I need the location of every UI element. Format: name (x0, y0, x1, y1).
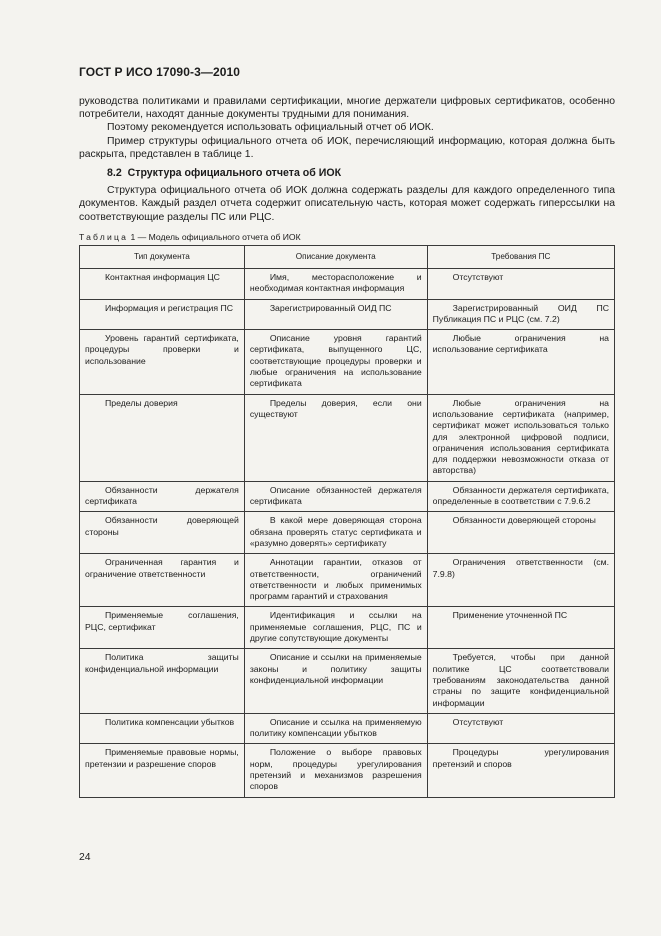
table-cell: Пределы доверия, если они существуют (244, 394, 427, 481)
table-cell: Отсутствуют (427, 269, 614, 300)
table-cell: Зарегистрированный ОИД ПС Публикация ПС и РЦС (см. 7.2) (427, 299, 614, 330)
table-cell: Зарегистрированный ОИД ПС (244, 299, 427, 330)
table-cell: Идентификация и ссылки на применяемые соглашения, РЦС, ПС и другие сопутствующие документы (244, 607, 427, 649)
table-row (80, 481, 615, 512)
column-header: Описание документа (244, 246, 427, 269)
table-row (80, 330, 615, 394)
table-cell: Имя, месторасположение и необходимая контактная информация (244, 269, 427, 300)
table-cell: Пределы доверия (80, 394, 245, 481)
paragraph: Поэтому рекомендуется использовать официальный отчет об ИОК. (107, 122, 434, 134)
table-cell: Применяемые соглашения, РЦС, сертификат (80, 607, 245, 649)
table-cell: Положение о выборе правовых норм, процедуры урегулирования претензий и механизмов разрешения споров (244, 744, 427, 797)
table-cell: Информация и регистрация ПС (80, 299, 245, 330)
table-cell: Процедуры урегулирования претензий и споров (427, 744, 614, 797)
pki-disclosure-table (79, 245, 615, 798)
table-row (80, 512, 615, 554)
table-row (80, 299, 615, 330)
table-cell: В какой мере доверяющая сторона обязана проверять статус сертификата и «разумно доверять» сертификату (244, 512, 427, 554)
table-cell: Требуется, чтобы при данной политике ЦС соответствовали требованиям законодательства данной страны по защите конфиденциальной информации (427, 649, 614, 713)
table-cell: Контактная информация ЦС (80, 269, 245, 300)
table-cell: Отсутствуют (427, 713, 614, 744)
table-cell: Описание уровня гарантий сертификата, выпущенного ЦС, соответствующие процедуры проверки и любые ограничения на использование сертификата (244, 330, 427, 394)
table-cell: Любые ограничения на использование сертификата (например, сертификат может использоваться только для электронной цифровой подписи, ограничения использования сертификата для поддержки невозможности отказа от авторства) (427, 394, 614, 481)
paragraph: руководства политиками и правилами сертификации, многие держатели цифровых сертификатов, особенно потребители, находят данные документы трудными для понимания. (79, 96, 615, 121)
table-header-row (80, 246, 615, 269)
table-row (80, 744, 615, 797)
section-number: 8.2 (107, 167, 122, 180)
table-row (80, 394, 615, 481)
table-row (80, 713, 615, 744)
column-header: Требования ПС (427, 246, 614, 269)
table-row (80, 269, 615, 300)
table-cell: Обязанности держателя сертификата, определенные в соответствии с 7.9.6.2 (427, 481, 614, 512)
table-cell: Ограниченная гарантия и ограничение ответственности (80, 554, 245, 607)
paragraph: Пример структуры официального отчета об ИОК, перечисляющий информацию, которая должна быть раскрыта, представлен в таблице 1. (79, 135, 615, 160)
table-cell: Обязанности доверяющей стороны (80, 512, 245, 554)
table-cell: Обязанности доверяющей стороны (427, 512, 614, 554)
table-cell: Применяемые правовые нормы, претензии и разрешение споров (80, 744, 245, 797)
table-cell: Обязанности держателя сертификата (80, 481, 245, 512)
table-cell: Аннотации гарантии, отказов от ответственности, ограничений ответственности и любых применимых программ гарантий и страхования (244, 554, 427, 607)
table-cell: Описание и ссылка на применяемую политику компенсации убытков (244, 713, 427, 744)
section-title (107, 167, 615, 180)
table-cell: Уровень гарантий сертификата, процедуры проверки и использование (80, 330, 245, 394)
table-row (80, 554, 615, 607)
table-cell: Политика защиты конфиденциальной информации (80, 649, 245, 713)
table-cell: Описание и ссылки на применяемые законы и политику защиты конфиденциальной информации (244, 649, 427, 713)
paragraph: Структура официального отчета об ИОК должна содержать разделы для каждого определенного типа документов. Каждый раздел отчета содержит описательную часть, которая может содержать гиперссылки на соответствующие разделы ПС или РЦС. (79, 185, 615, 223)
page-number: 24 (79, 852, 91, 863)
table-cell: Любые ограничения на использование сертификата (427, 330, 614, 394)
table-caption-text: 1 — Модель официального отчета об ИОК (130, 232, 301, 242)
table-row (80, 607, 615, 649)
table-cell: Политика компенсации убытков (80, 713, 245, 744)
table-caption-prefix: Таблица (79, 232, 129, 242)
table-cell: Описание обязанностей держателя сертификата (244, 481, 427, 512)
table-cell: Применение уточненной ПС (427, 607, 614, 649)
table-caption (79, 232, 301, 242)
section-heading: Структура официального отчета об ИОК (127, 167, 342, 180)
column-header: Тип документа (80, 246, 245, 269)
table-row (80, 649, 615, 713)
table-cell: Ограничения ответственности (см. 7.9.8) (427, 554, 614, 607)
document-header: ГОСТ Р ИСО 17090-3—2010 (79, 65, 241, 79)
body-text (79, 95, 615, 224)
